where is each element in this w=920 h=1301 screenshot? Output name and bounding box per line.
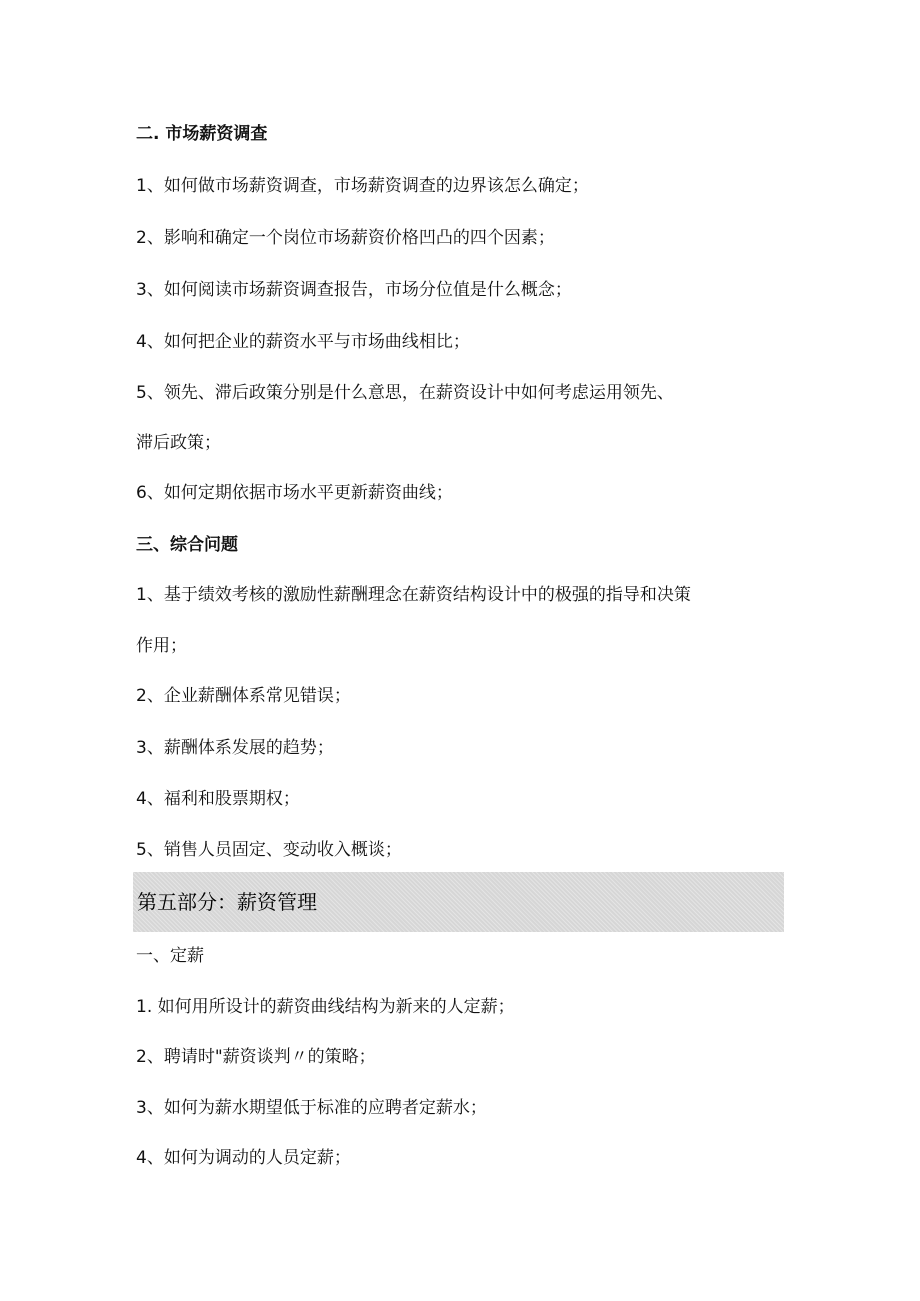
list-item: 3、如何阅读市场薪资调查报告，市场分位值是什么概念； (136, 280, 572, 300)
list-item: 2、聘请时"薪资谈判〃的策略； (136, 1047, 376, 1067)
list-item: 1. 如何用所设计的薪资曲线结构为新来的人定薪； (136, 997, 515, 1017)
list-item-continuation: 作用； (136, 636, 187, 656)
list-item: 3、薪酬体系发展的趋势； (136, 738, 334, 758)
part-five-title: 第五部分：薪资管理 (137, 890, 317, 914)
list-item: 2、影响和确定一个岗位市场薪资价格凹凸的四个因素； (136, 228, 555, 248)
section-heading-comprehensive: 三、综合问题 (136, 535, 238, 555)
list-item: 5、销售人员固定、变动收入概谈； (136, 840, 402, 860)
list-item-continuation: 滞后政策； (136, 433, 221, 453)
list-item: 3、如何为薪水期望低于标准的应聘者定薪水； (136, 1098, 487, 1118)
list-item: 5、领先、滞后政策分别是什么意思，在薪资设计中如何考虑运用领先、 (136, 383, 674, 403)
list-item: 1、如何做市场薪资调查，市场薪资调查的边界该怎么确定； (136, 176, 589, 196)
list-item: 1、基于绩效考核的激励性薪酬理念在薪资结构设计中的极强的指导和决策 (136, 585, 691, 605)
part-five-banner (133, 872, 784, 932)
list-item: 4、福利和股票期权； (136, 789, 300, 809)
list-item: 6、如何定期依据市场水平更新薪资曲线； (136, 483, 453, 503)
list-item: 2、企业薪酬体系常见错误； (136, 686, 351, 706)
section-heading-market-survey: 二. 市场薪资调查 (136, 124, 268, 144)
section-heading-salary-setting: 一、定薪 (136, 946, 204, 966)
list-item: 4、如何把企业的薪资水平与市场曲线相比； (136, 332, 470, 352)
list-item: 4、如何为调动的人员定薪； (136, 1148, 351, 1168)
